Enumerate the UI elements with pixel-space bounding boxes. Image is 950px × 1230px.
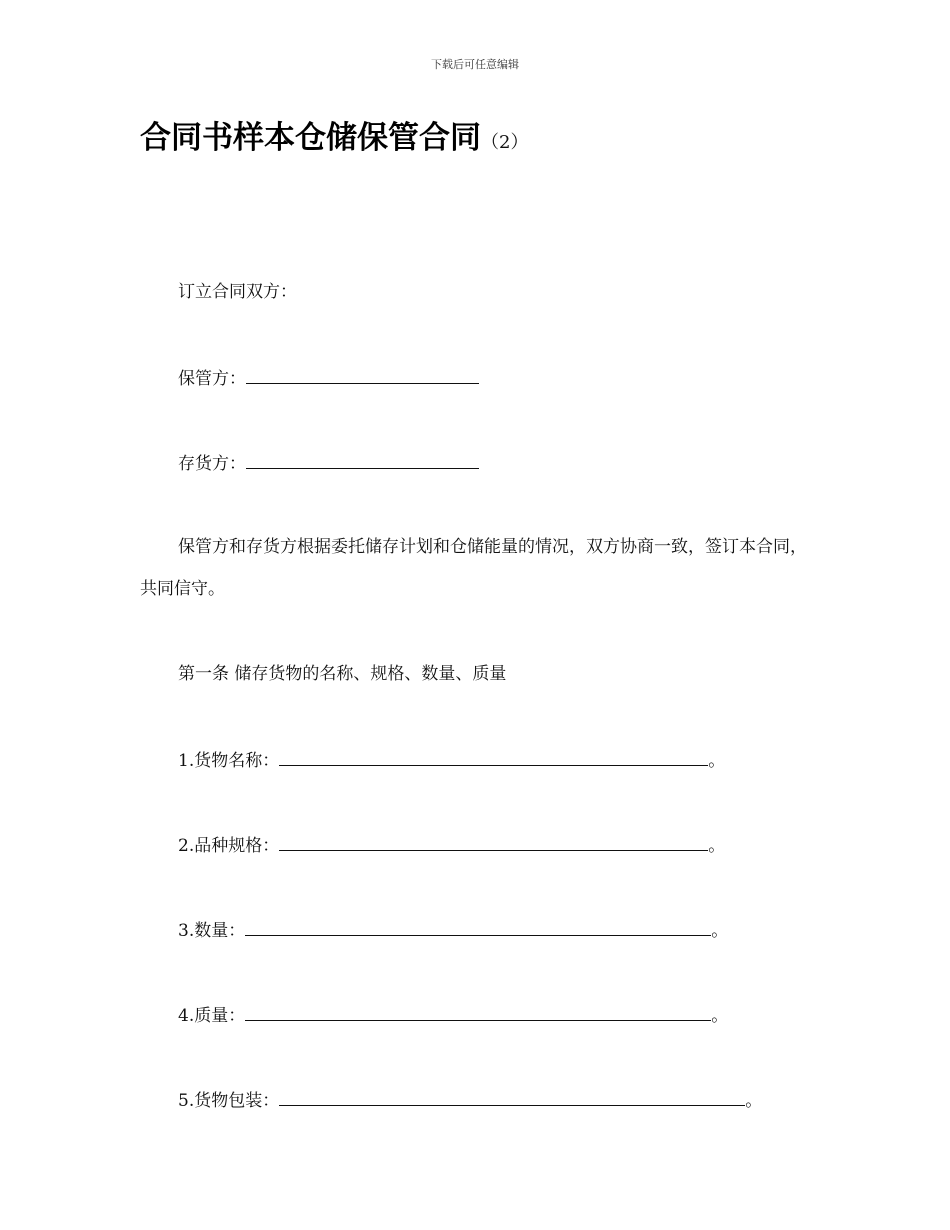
preamble-paragraph: 保管方和存货方根据委托储存计划和仓储能量的情况，双方协商一致，签订本合同，共同信守。 (140, 537, 807, 599)
item-blank (279, 833, 708, 851)
item-variety-spec (178, 833, 725, 857)
item-quality (178, 1003, 728, 1027)
article1-heading: 第一条 储存货物的名称、规格、数量、质量 (178, 664, 507, 684)
title-suffix: （2） (481, 132, 529, 153)
item-end: 。 (711, 921, 729, 941)
depositor-label: 存货方： (178, 454, 246, 474)
keeper-blank (246, 366, 479, 384)
depositor-line (178, 451, 479, 475)
item-end: 。 (745, 1091, 763, 1111)
item-label: 3.数量： (178, 921, 246, 941)
item-label: 4.质量： (178, 1006, 246, 1026)
item-packaging (178, 1088, 762, 1112)
depositor-blank (246, 451, 479, 469)
parties-intro: 订立合同双方： (178, 282, 297, 302)
item-blank (245, 918, 711, 936)
item-end: 。 (711, 1006, 729, 1026)
title-main: 合同书样本仓储保管合同 (140, 120, 481, 156)
item-label: 1.货物名称： (178, 751, 280, 771)
keeper-label: 保管方： (178, 369, 246, 389)
item-goods-name (178, 748, 725, 772)
item-end: 。 (708, 751, 726, 771)
page-header-note: 下载后可任意编辑 (431, 58, 519, 71)
item-blank (279, 748, 708, 766)
item-end: 。 (708, 836, 726, 856)
keeper-line (178, 366, 479, 390)
item-blank (245, 1003, 711, 1021)
item-quantity (178, 918, 728, 942)
item-label: 5.货物包装： (178, 1091, 280, 1111)
item-blank (279, 1088, 745, 1106)
document-title (140, 112, 528, 157)
item-label: 2.品种规格： (178, 836, 280, 856)
